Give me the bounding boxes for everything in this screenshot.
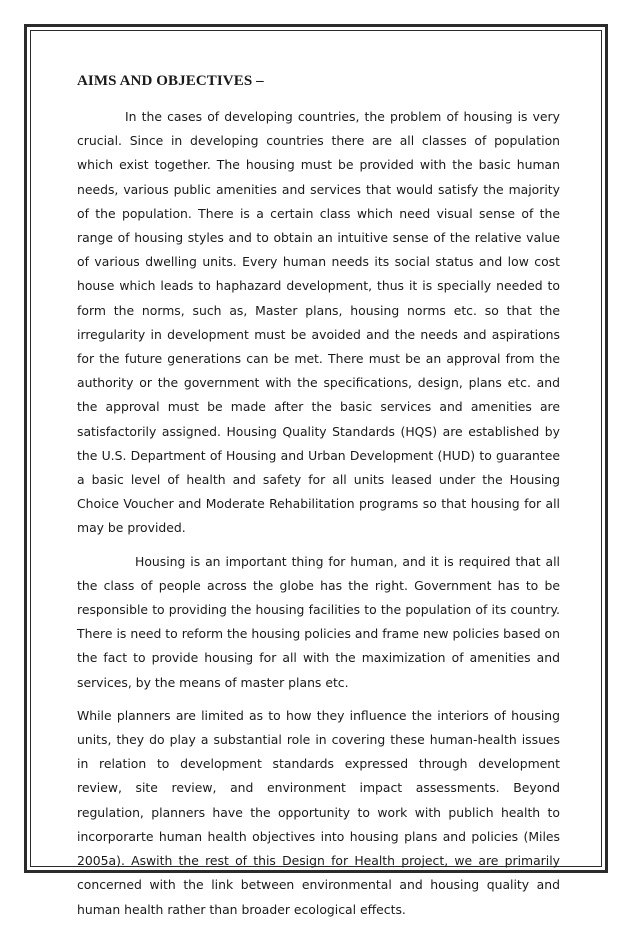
document-body <box>77 71 560 931</box>
paragraph-1: In the cases of developing countries, the problem of housing is very crucial. Since in developing countries there are all classes of population which exist together. The housing must be provided with the basic human needs, various public amenities and services that would satisfy the majority of the population. There is a certain class which need visual sense of the range of housing styles and to obtain an intuitive sense of the relative value of various dwelling units. Every human needs its social status and low cost house which leads to haphazard development, thus it is specially needed to form the norms, such as, Master plans, housing norms etc. so that the irregularity in development must be avoided and the needs and aspirations for the future generations can be met. There must be an approval from the authority or the government with the specifications, design, plans etc. and the approval must be made after the basic services and amenities are satisfactorily assigned. Housing Quality Standards (HQS) are established by the U.S. Department of Housing and Urban Development (HUD) to guarantee a basic level of health and safety for all units leased under the Housing Choice Voucher and Moderate Rehabilitation programs so that housing for all may be provided. <box>77 109 560 536</box>
paragraph-2: Housing is an important thing for human, and it is required that all the class of people across the globe has the right. Government has to be responsible to providing the housing facilities to the population of its country. There is need to reform the housing policies and frame new policies based on the fact to provide housing for all with the maximization of amenities and services, by the means of master plans etc. <box>77 553 560 690</box>
paragraph-3: While planners are limited as to how they influence the interiors of housing units, they do play a substantial role in covering these human-health issues in relation to development standards expressed through development review, site review, and environment impact assessments. Beyond regulation, planners have the opportunity to work with publich health to incorporarte human health objectives into housing plans and policies (Miles 2005a). Aswith the rest of this Design for Health project, we are primarily concerned with the link between environmental and housing quality and human health rather than broader ecological effects. <box>77 707 560 917</box>
section-heading: AIMS AND OBJECTIVES – <box>77 73 264 89</box>
